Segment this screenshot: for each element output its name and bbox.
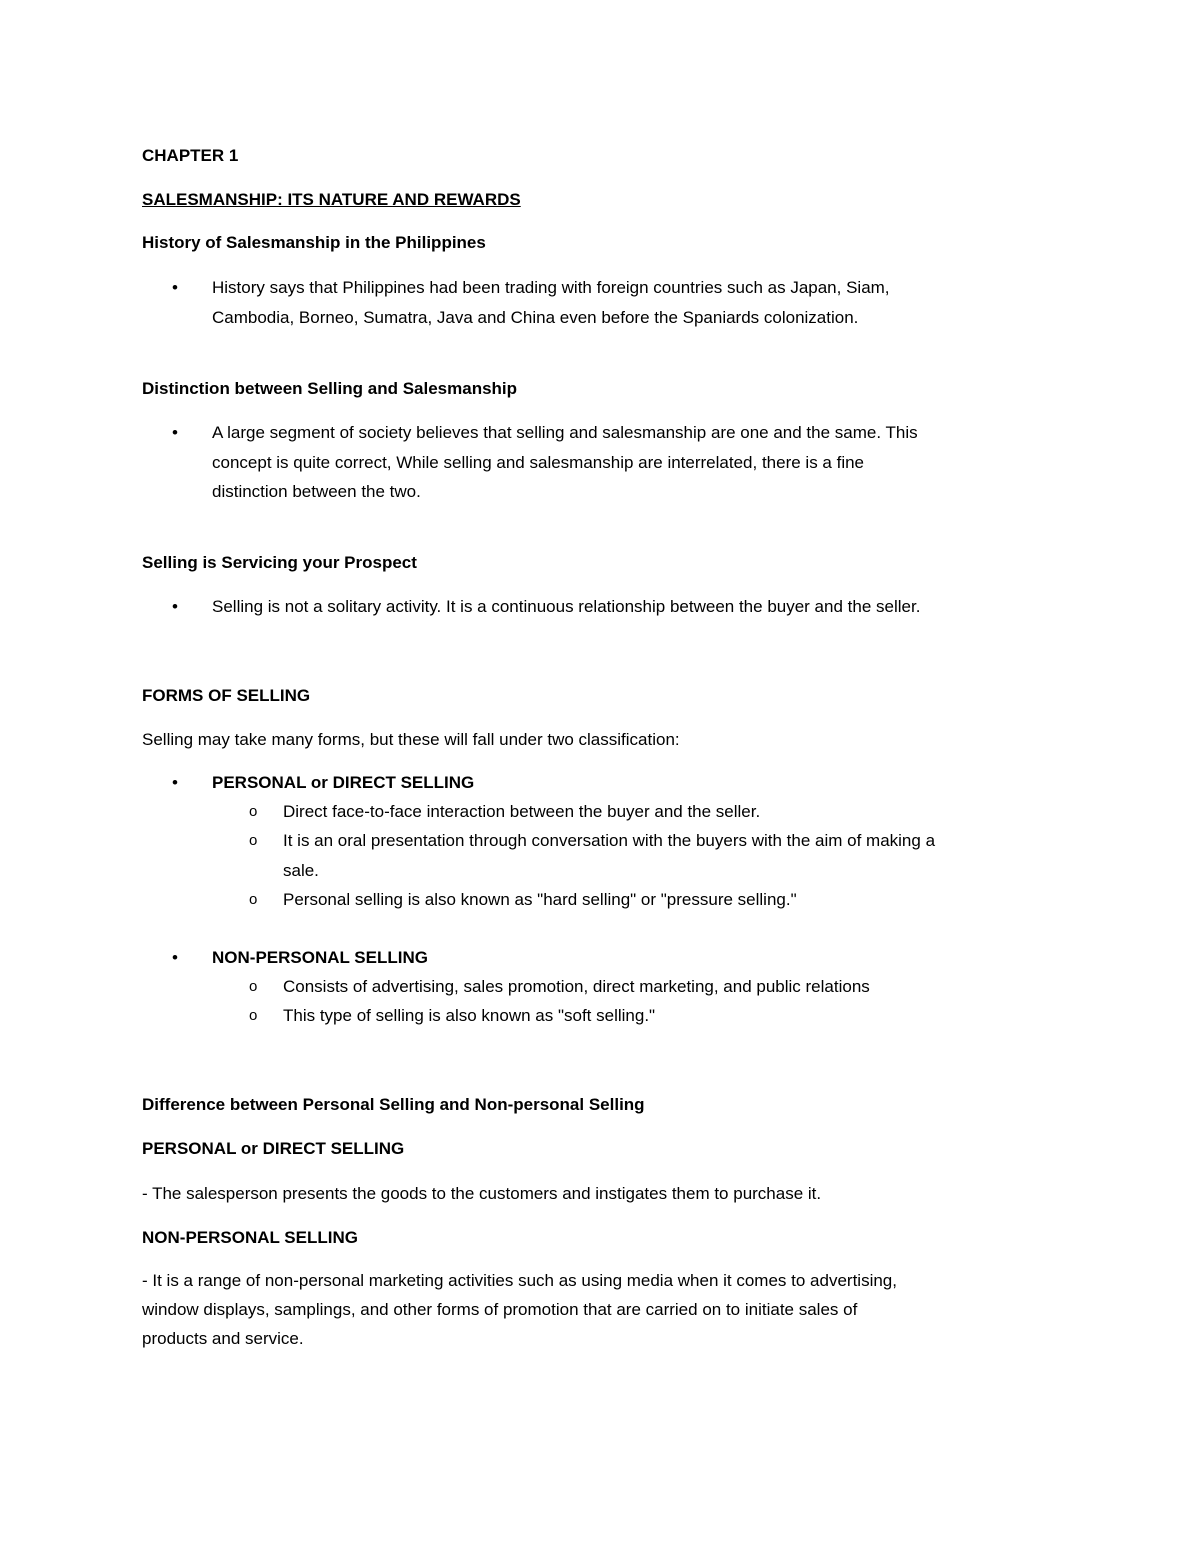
difference-nonpersonal-line-3: products and service. [142, 1329, 304, 1348]
bullet-glyph: • [172, 423, 178, 442]
difference-personal-heading: PERSONAL or DIRECT SELLING [142, 1139, 405, 1158]
servicing-heading: Selling is Servicing your Prospect [142, 553, 417, 572]
forms-intro: Selling may take many forms, but these will fall under two classification: [142, 730, 680, 749]
nonpersonal-label: NON-PERSONAL SELLING [212, 948, 428, 967]
distinction-line-2: concept is quite correct, While selling and salesmanship are interrelated, there is a fine [212, 453, 865, 472]
sub-bullet-glyph: o [249, 978, 258, 995]
difference-personal-text: - The salesperson presents the goods to the customers and instigates them to purchase it. [142, 1184, 822, 1203]
history-line-1: History says that Philippines had been trading with foreign countries such as Japan, Siam, [212, 278, 890, 297]
distinction-line-3: distinction between the two. [212, 482, 421, 501]
distinction-heading: Distinction between Selling and Salesmanship [142, 379, 518, 398]
bullet-glyph: • [172, 948, 178, 967]
chapter-title: SALESMANSHIP: ITS NATURE AND REWARDS [142, 190, 521, 209]
difference-heading: Difference between Personal Selling and Non-personal Selling [142, 1095, 645, 1114]
bullet-glyph: • [172, 773, 178, 792]
distinction-line-1: A large segment of society believes that selling and salesmanship are one and the same. This [212, 423, 918, 442]
sub-bullet-glyph: o [249, 832, 258, 849]
personal-sub-2: It is an oral presentation through conversation with the buyers with the aim of making a [283, 831, 936, 850]
history-heading: History of Salesmanship in the Philippines [142, 233, 486, 252]
difference-nonpersonal-line-1: - It is a range of non-personal marketing activities such as using media when it comes to advertising, [142, 1271, 897, 1290]
difference-nonpersonal-heading: NON-PERSONAL SELLING [142, 1228, 358, 1247]
history-line-2: Cambodia, Borneo, Sumatra, Java and China even before the Spaniards colonization. [212, 308, 859, 327]
sub-bullet-glyph: o [249, 803, 258, 820]
personal-sub-3: Personal selling is also known as "hard selling" or "pressure selling." [283, 890, 797, 909]
bullet-glyph: • [172, 278, 178, 297]
chapter-number: CHAPTER 1 [142, 146, 239, 165]
difference-nonpersonal-line-2: window displays, samplings, and other forms of promotion that are carried on to initiate sales of [142, 1300, 858, 1319]
sub-bullet-glyph: o [249, 891, 258, 908]
bullet-glyph: • [172, 597, 178, 616]
personal-label: PERSONAL or DIRECT SELLING [212, 773, 475, 792]
nonpersonal-sub-1: Consists of advertising, sales promotion, direct marketing, and public relations [283, 977, 870, 996]
servicing-line-1: Selling is not a solitary activity. It is a continuous relationship between the buyer and the seller. [212, 597, 921, 616]
sub-bullet-glyph: o [249, 1007, 258, 1024]
nonpersonal-sub-2: This type of selling is also known as "soft selling." [283, 1006, 656, 1025]
personal-sub-1: Direct face-to-face interaction between the buyer and the seller. [283, 802, 761, 821]
personal-sub-2-cont: sale. [283, 861, 319, 880]
forms-heading: FORMS OF SELLING [142, 686, 311, 705]
